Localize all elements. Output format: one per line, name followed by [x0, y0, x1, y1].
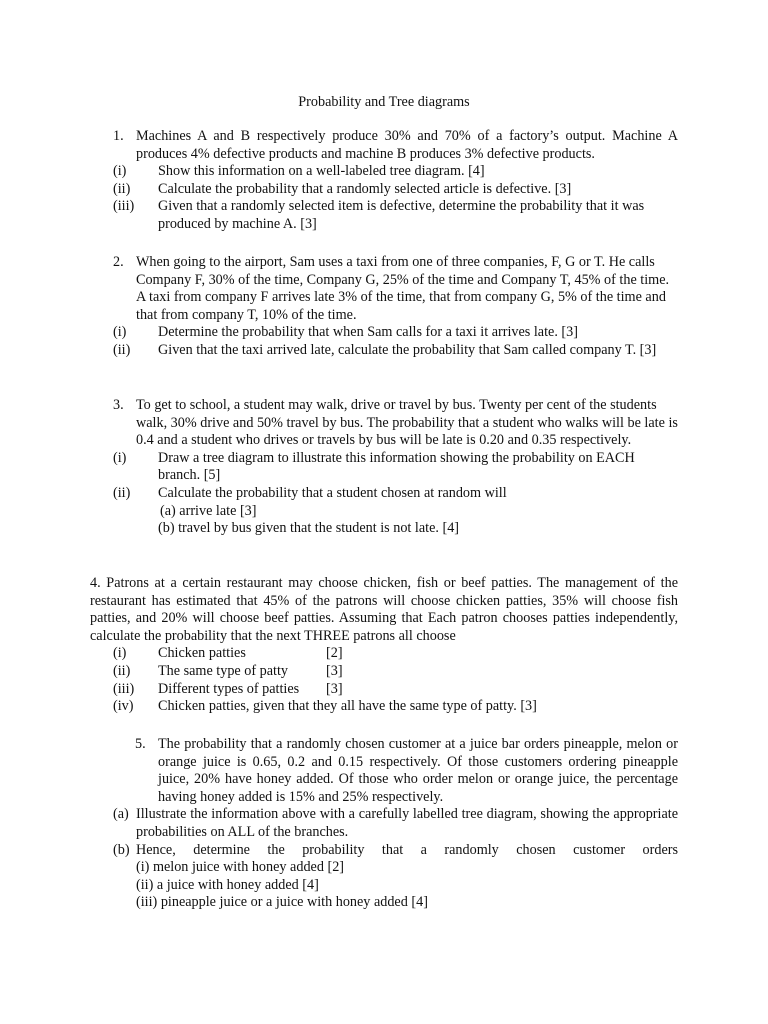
- part-label: (iv): [113, 698, 134, 715]
- part-text: Draw a tree diagram to illustrate this information showing the probability on EACH branch. [5]: [158, 449, 635, 484]
- part-label: (ii): [113, 484, 131, 501]
- part-label: (iii): [113, 680, 135, 697]
- question-number: 2.: [113, 254, 124, 270]
- question-3-stem: [0, 397, 678, 450]
- question-4-stem: 4. Patrons at a certain restaurant may choose chicken, fish or beef patties. The management of the restaurant has estimated that 45% of the patrons will choose chicken patties, 35% will choose fish patties, and 20% will choose beef patties. Assuming that Each patron chooses patties independently, calculate the probability that the next THREE patrons all choose: [90, 575, 678, 644]
- subpart-text: (iii) pineapple juice or a juice with honey added [4]: [136, 894, 428, 911]
- part-label: (i): [113, 645, 127, 662]
- part-text: Given that the taxi arrived late, calculate the probability that Sam called company T. [3]: [158, 341, 657, 358]
- question-number: 1.: [113, 128, 124, 144]
- subpart-text: (i) melon juice with honey added [2]: [136, 859, 345, 876]
- question-3-subpart-b: [0, 520, 678, 538]
- question-3-subpart-a: [0, 503, 680, 521]
- part-label: (i): [113, 324, 127, 341]
- part-text: Hence, determine the probability that a randomly chosen customer orders: [136, 841, 678, 858]
- question-text: To get to school, a student may walk, drive or travel by bus. Twenty per cent of the students walk, 30% drive and 50% travel by bus. The probability that a student who walks will be late is 0.4 and a student who drives or travels by bus will be late is 0.20 and 0.35 respectively.: [136, 397, 678, 449]
- part-label: (iii): [113, 198, 135, 215]
- question-1-stem: [0, 128, 678, 163]
- part-marks: [3]: [326, 662, 343, 679]
- part-label: (i): [113, 449, 127, 466]
- question-4-part-ii: [0, 663, 678, 681]
- subpart-text: (ii) a juice with honey added [4]: [136, 876, 319, 893]
- part-label: (b): [113, 841, 130, 858]
- part-label: (ii): [113, 180, 131, 197]
- question-text: The probability that a randomly chosen customer at a juice bar orders pineapple, melon or orange juice is 0.65, 0.2 and 0.15 respectively. Of those customers ordering pineapple juice, 20% have honey added. Of those who order melon or orange juice, the percentage having honey added is 15% and 25% respectively.: [158, 736, 678, 805]
- question-1-part-iii: [0, 198, 678, 233]
- question-2: [0, 254, 678, 360]
- question-3: [0, 397, 680, 538]
- part-text: Determine the probability that when Sam calls for a taxi it arrives late. [3]: [158, 324, 578, 341]
- part-text: Given that a randomly selected item is defective, determine the probability that it was produced by machine A. [3]: [158, 198, 645, 232]
- question-5-part-b: [0, 842, 678, 860]
- question-2-part-ii: [0, 342, 678, 360]
- question-1: [0, 128, 678, 234]
- part-text: Chicken patties: [158, 645, 246, 662]
- question-3-part-ii: [0, 485, 678, 503]
- part-text: Show this information on a well-labeled tree diagram. [4]: [158, 163, 485, 180]
- part-label: (i): [113, 163, 127, 180]
- part-label: (a): [113, 806, 129, 823]
- question-1-part-i: [0, 163, 678, 181]
- question-5-part-a: [0, 806, 678, 841]
- question-text: Machines A and B respectively produce 30% and 70% of a factory’s output. Machine A produces 4% defective products and machine B produces 3% defective products.: [136, 128, 678, 162]
- part-marks: [2]: [326, 645, 343, 662]
- part-label: (ii): [113, 341, 131, 358]
- page-title: Probability and Tree diagrams: [298, 94, 470, 110]
- question-5-subpart-i: [0, 859, 678, 877]
- part-marks: [3]: [326, 680, 343, 697]
- question-number: 3.: [113, 397, 124, 413]
- question-2-stem: [0, 254, 678, 324]
- question-2-part-i: [0, 324, 678, 342]
- part-label: (ii): [113, 662, 131, 679]
- question-4-part-iii: [0, 681, 678, 699]
- part-text: Different types of patties: [158, 680, 300, 697]
- question-4: [0, 575, 678, 716]
- question-3-part-i: [0, 450, 678, 485]
- question-5: [0, 736, 678, 912]
- part-text: Illustrate the information above with a carefully labelled tree diagram, showing the appropriate probabilities on ALL of the branches.: [136, 806, 678, 840]
- question-4-part-iv: [0, 698, 678, 716]
- part-text: The same type of patty: [158, 662, 289, 679]
- part-text: Calculate the probability that a student chosen at random will: [158, 484, 507, 501]
- part-text: Calculate the probability that a randomly selected article is defective. [3]: [158, 180, 572, 197]
- subpart-text: (b) travel by bus given that the student is not late. [4]: [158, 520, 460, 537]
- part-text: Chicken patties, given that they all have the same type of patty. [3]: [158, 698, 537, 715]
- subpart-text: (a) arrive late [3]: [160, 502, 257, 519]
- question-text: When going to the airport, Sam uses a taxi from one of three companies, F, G or T. He calls Company F, 30% of the time, Company G, 25% of the time and Company T, 45% of the time. A taxi from company F arrives late 3% of the time, that from company G, 5% of the time and that from company T, 10% of the time.: [136, 254, 670, 323]
- question-1-part-ii: [0, 181, 678, 199]
- question-5-stem: [0, 736, 678, 806]
- question-5-subpart-ii: [0, 877, 678, 895]
- question-5-subpart-iii: [0, 894, 678, 912]
- question-4-part-i: [0, 645, 678, 663]
- question-number: 5.: [135, 736, 146, 752]
